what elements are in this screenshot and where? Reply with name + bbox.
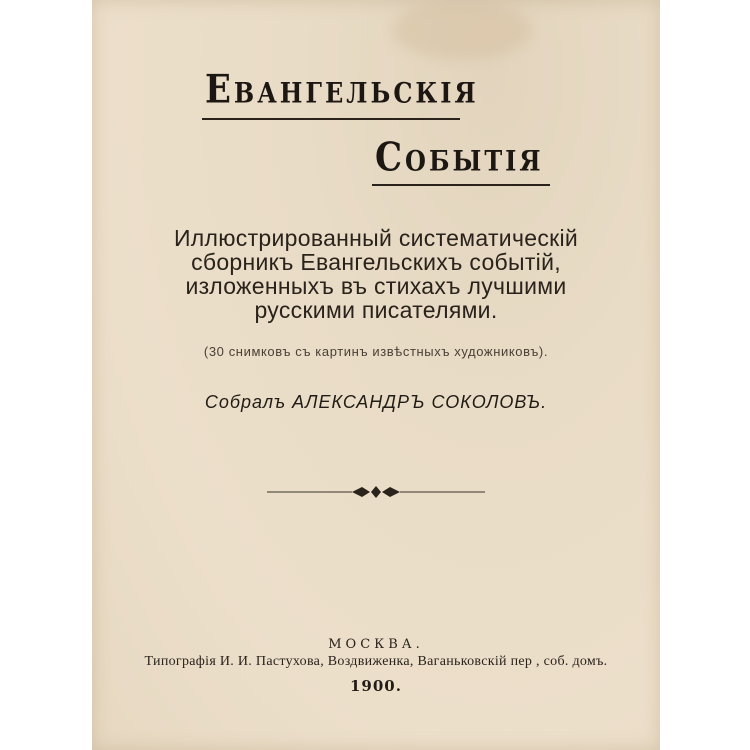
imprint-city: МОСКВА. — [328, 637, 424, 652]
subtitle-line-3: изложенныхъ въ стихахъ лучшими — [185, 273, 567, 299]
title-underline-2 — [372, 184, 550, 186]
imprint-year: 1900. — [350, 677, 402, 695]
illustrations-note: (30 снимковъ съ картинъ извѣстныхъ художниковъ). — [203, 344, 549, 359]
subtitle-line-1: Иллюстрированный систематическій — [173, 225, 579, 251]
subtitle-line-4: русскими писателями. — [254, 297, 498, 323]
title-line-1: Евангельскія — [205, 67, 479, 113]
imprint-printer: Типографія И. И. Пастухова, Воздвиженка, Ваганьковскій пер , соб. домъ. — [144, 654, 608, 669]
subtitle-line-2: сборникъ Евангельскихъ событій, — [191, 249, 561, 275]
title-underline-1 — [202, 118, 460, 120]
book-page — [92, 0, 660, 750]
paper-stain — [392, 0, 532, 60]
ornament-divider — [267, 484, 485, 500]
author-line: Собралъ АЛЕКСАНДРЪ СОКОЛОВЪ. — [204, 392, 548, 412]
title-line-2: Событія — [375, 135, 544, 181]
